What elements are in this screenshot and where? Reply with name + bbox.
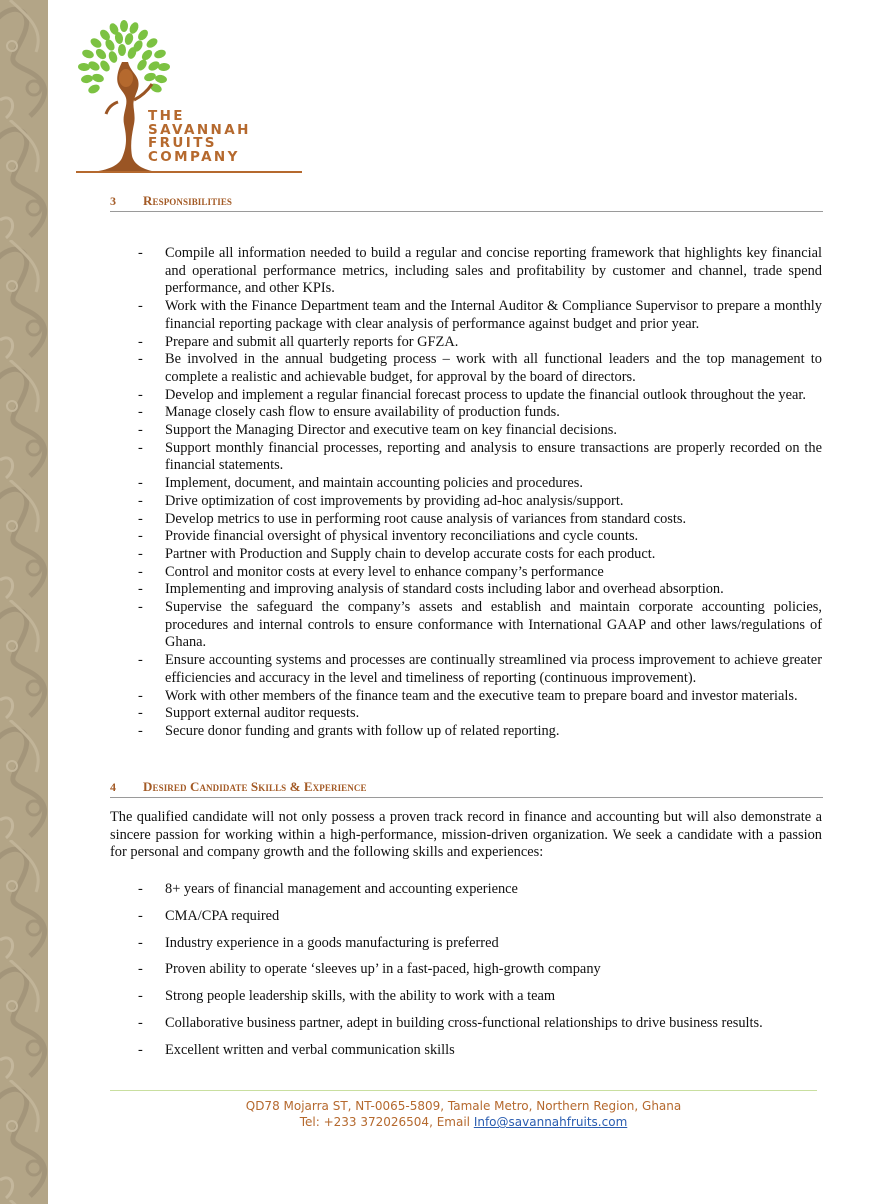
company-logo xyxy=(72,18,312,176)
list-item xyxy=(110,935,822,953)
list-item-text: Work with other members of the finance team and the executive team to prepare board and investor materials. xyxy=(165,687,798,704)
bullet-dash: - xyxy=(138,333,143,350)
list-item xyxy=(110,404,822,422)
logo-line-1: THE xyxy=(148,108,185,124)
list-item xyxy=(110,881,822,899)
list-item xyxy=(110,493,822,511)
logo-line-4: COMPANY xyxy=(148,148,240,165)
bullet-dash: - xyxy=(138,1041,143,1058)
list-item xyxy=(110,387,822,405)
list-item xyxy=(110,422,822,440)
bullet-dash: - xyxy=(138,988,143,1005)
bullet-dash: - xyxy=(138,652,143,669)
bullet-dash: - xyxy=(138,492,143,509)
list-item-text: Strong people leadership skills, with the ability to work with a team xyxy=(165,988,556,1005)
list-item-text: Proven ability to operate ‘sleeves up’ in a fast-paced, high-growth company xyxy=(165,961,601,978)
list-item-text: Secure donor funding and grants with follow up of related reporting. xyxy=(165,722,560,739)
bullet-dash: - xyxy=(138,439,143,456)
list-item xyxy=(110,723,822,741)
bullet-dash: - xyxy=(138,599,143,616)
footer-tel: Tel: +233 372026504, Email xyxy=(299,1115,474,1129)
list-item-text: CMA/CPA required xyxy=(165,907,280,924)
skills-list xyxy=(110,881,822,1069)
bullet-dash: - xyxy=(138,351,143,368)
list-item-text: Implementing and improving analysis of standard costs including labor and overhead absorption. xyxy=(165,581,724,598)
responsibilities-list xyxy=(110,245,822,741)
section-title: Responsibilities xyxy=(143,193,233,208)
bullet-dash: - xyxy=(138,563,143,580)
list-item-text: Support the Managing Director and executive team on key financial decisions. xyxy=(165,422,617,439)
list-item xyxy=(110,961,822,979)
list-item-text: 8+ years of financial management and accounting experience xyxy=(165,881,518,897)
list-item-text: Supervise the safeguard the company’s assets and establish and maintain corporate accounting policies, procedures and internal controls to ensure conformance with International GAAP and other laws/regulations of Ghana. xyxy=(165,599,822,651)
bullet-dash: - xyxy=(138,961,143,978)
logo-wordmark xyxy=(148,110,251,164)
list-item xyxy=(110,688,822,706)
bullet-dash: - xyxy=(138,528,143,545)
section-heading-responsibilities xyxy=(110,194,823,212)
logo-underline xyxy=(76,171,302,173)
list-item-text: Work with the Finance Department team and the Internal Auditor & Compliance Supervisor to prepare a monthly financial reporting package with clear analysis of performance against budget and prior year. xyxy=(165,298,822,332)
list-item-text: Excellent written and verbal communication skills xyxy=(165,1041,455,1058)
list-item xyxy=(110,908,822,926)
list-item-text: Provide financial oversight of physical inventory reconciliations and cycle counts. xyxy=(165,528,639,545)
list-item-text: Implement, document, and maintain accounting policies and procedures. xyxy=(165,475,583,492)
bullet-dash: - xyxy=(138,722,143,739)
bullet-dash: - xyxy=(138,422,143,439)
bullet-dash: - xyxy=(138,510,143,527)
list-item xyxy=(110,511,822,529)
footer-address: QD78 Mojarra ST, NT-0065-5809, Tamale Metro, Northern Region, Ghana xyxy=(245,1099,682,1113)
bullet-dash: - xyxy=(138,545,143,562)
skills-intro-paragraph: The qualified candidate will not only possess a proven track record in finance and accounting but will also demonstrate a sincere passion for working within a high-performance, mission-driven organization. We seek a candidate with a passion for personal and company growth and the following skills and experiences: xyxy=(110,809,822,861)
list-item-text: Control and monitor costs at every level to enhance company’s performance xyxy=(165,563,604,580)
list-item xyxy=(110,546,822,564)
list-item xyxy=(110,440,822,475)
decorative-side-strip xyxy=(0,0,48,1204)
list-item xyxy=(110,652,822,687)
list-item xyxy=(110,475,822,493)
list-item xyxy=(110,705,822,723)
list-item xyxy=(110,334,822,352)
bullet-dash: - xyxy=(138,881,143,897)
bullet-dash: - xyxy=(138,907,143,924)
bullet-dash: - xyxy=(138,1014,143,1031)
bullet-dash: - xyxy=(138,705,143,722)
pattern-graphic xyxy=(0,0,48,1204)
list-item xyxy=(110,1015,822,1033)
list-item-text: Manage closely cash flow to ensure availability of production funds. xyxy=(165,404,560,421)
list-item xyxy=(110,528,822,546)
logo-line-2: SAVANNAH xyxy=(148,121,251,138)
list-item-text: Be involved in the annual budgeting process – work with all functional leaders and the top management to complete a realistic and achievable budget, for approval by the board of directors. xyxy=(165,351,822,385)
bullet-dash: - xyxy=(138,404,143,421)
footer-divider xyxy=(110,1090,817,1091)
bullet-dash: - xyxy=(138,934,143,951)
list-item xyxy=(110,1042,822,1060)
section-title: Desired Candidate Skills & Experience xyxy=(143,779,367,794)
section-heading-skills xyxy=(110,780,823,798)
logo-line-3: FRUITS xyxy=(148,135,217,151)
list-item-text: Compile all information needed to build a regular and concise reporting framework that highlights key financial and operational performance metrics, including sales and profitability by customer and channel, trade spend performance, and other KPIs. xyxy=(165,245,822,297)
list-item xyxy=(110,298,822,333)
list-item-text: Develop metrics to use in performing root cause analysis of variances from standard costs. xyxy=(165,510,687,527)
list-item-text: Prepare and submit all quarterly reports for GFZA. xyxy=(165,333,459,350)
list-item xyxy=(110,988,822,1006)
footer-email-link[interactable]: Info@savannahfruits.com xyxy=(473,1115,628,1129)
list-item xyxy=(110,245,822,298)
list-item xyxy=(110,351,822,386)
list-item-text: Support external auditor requests. xyxy=(165,705,360,722)
list-item xyxy=(110,564,822,582)
section-number: 4 xyxy=(110,780,116,794)
list-item-text: Drive optimization of cost improvements by providing ad-hoc analysis/support. xyxy=(165,492,624,509)
list-item-text: Develop and implement a regular financial forecast process to update the financial outlook throughout the year. xyxy=(165,386,806,403)
bullet-dash: - xyxy=(138,581,143,598)
list-item-text: Collaborative business partner, adept in building cross-functional relationships to drive business results. xyxy=(165,1014,763,1031)
bullet-dash: - xyxy=(138,475,143,492)
bullet-dash: - xyxy=(138,245,143,261)
list-item-text: Ensure accounting systems and processes are continually streamlined via process improvement to achieve greater efficiencies and accuracy in the level and timeliness of reporting (continuous improvement). xyxy=(165,652,822,686)
section-number: 3 xyxy=(110,194,116,208)
list-item-text: Partner with Production and Supply chain to develop accurate costs for each product. xyxy=(165,545,656,562)
list-item xyxy=(110,581,822,599)
bullet-dash: - xyxy=(138,386,143,403)
list-item xyxy=(110,599,822,652)
bullet-dash: - xyxy=(138,687,143,704)
list-item-text: Support monthly financial processes, reporting and analysis to ensure transactions are properly recorded on the financial statements. xyxy=(165,439,822,474)
footer-contact xyxy=(110,1115,817,1129)
list-item-text: Industry experience in a goods manufacturing is preferred xyxy=(165,934,499,951)
bullet-dash: - xyxy=(138,298,143,315)
